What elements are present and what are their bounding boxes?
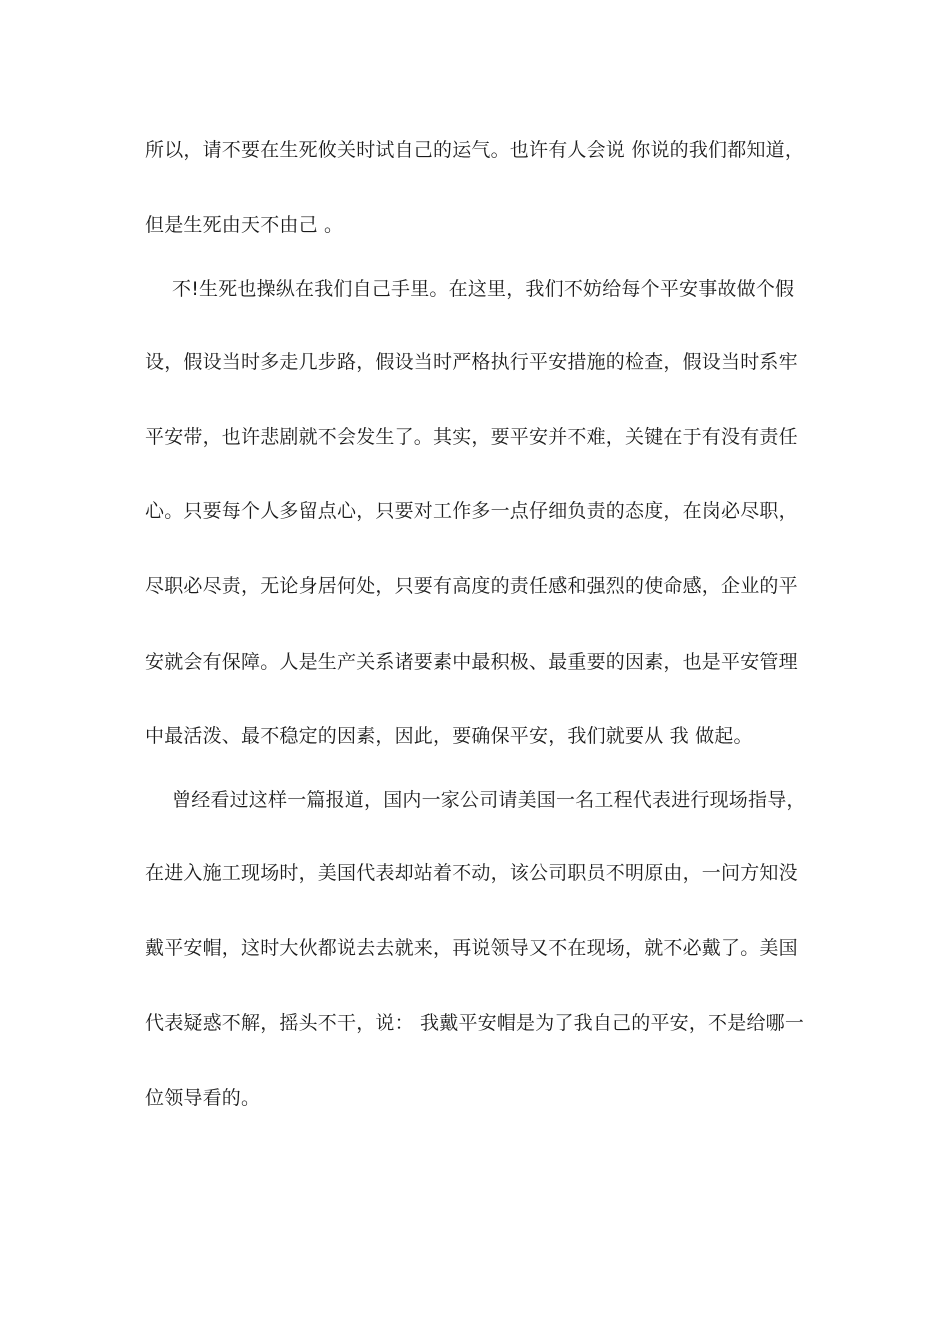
text-line: 在进入施工现场时，美国代表却站着不动，该公司职员不明原由，一问方知没	[145, 862, 798, 884]
text-line: 安就会有保障。人是生产关系诸要素中最积极、最重要的因素，也是平安管理	[145, 651, 798, 673]
text-line: 戴平安帽，这时大伙都说去去就来，再说领导又不在现场，就不必戴了。美国	[145, 937, 798, 959]
paragraph-first-line: 不!生死也操纵在我们自己手里。在这里，我们不妨给每个平安事故做个假	[172, 278, 795, 300]
text-line: 但是生死由天不由己 。	[145, 214, 344, 236]
text-line: 尽职必尽责，无论身居何处，只要有高度的责任感和强烈的使命感，企业的平	[145, 575, 798, 597]
paragraph-first-line: 曾经看过这样一篇报道，国内一家公司请美国一名工程代表进行现场指导，	[172, 789, 806, 811]
text-line: 心。只要每个人多留点心，只要对工作多一点仔细负责的态度，在岗必尽职，	[145, 500, 798, 522]
text-line: 代表疑惑不解，摇头不干，说： 我戴平安帽是为了我自己的平安，不是给哪一	[145, 1012, 805, 1034]
text-line: 中最活泼、最不稳定的因素，因此，要确保平安，我们就要从 我 做起。	[145, 725, 753, 747]
text-line: 所以，请不要在生死攸关时试自己的运气。也许有人会说 你说的我们都知道，	[145, 139, 805, 161]
text-line: 位领导看的。	[145, 1087, 261, 1109]
text-line: 设，假设当时多走几步路，假设当时严格执行平安措施的检查，假设当时系牢	[145, 351, 798, 373]
text-line: 平安带，也许悲剧就不会发生了。其实，要平安并不难，关键在于有没有责任	[145, 426, 798, 448]
